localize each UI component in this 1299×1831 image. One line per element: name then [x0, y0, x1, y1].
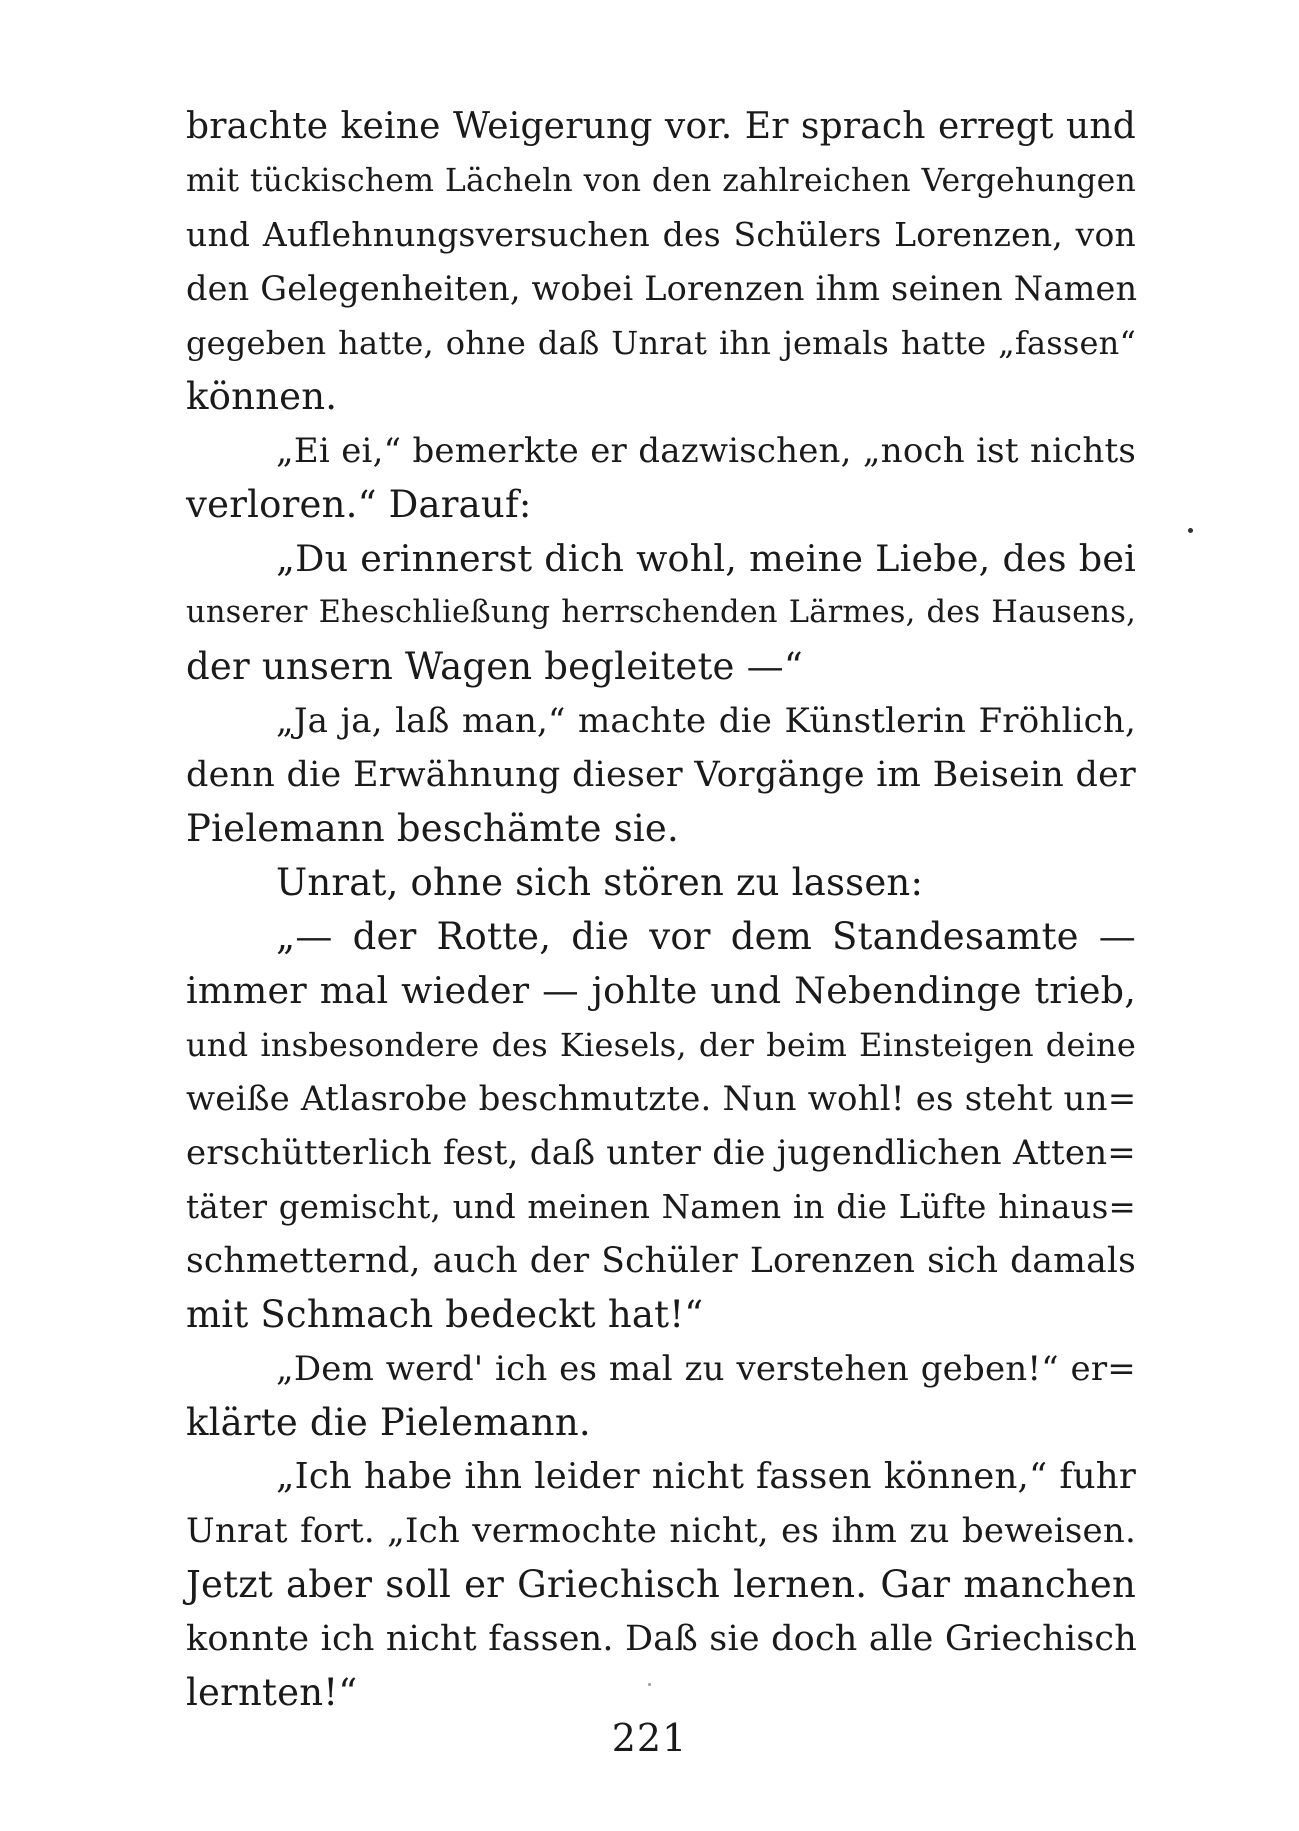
text-line: „Du erinnerst dich wohl, meine Liebe, des bei [276, 537, 1136, 580]
text-line: brachte keine Weigerung vor. Er sprach erregt und [186, 106, 1136, 147]
text-line: klärte die Pielemann. [186, 1401, 591, 1444]
text-line: täter gemischt, und meinen Namen in die Lüfte hinaus= [186, 1188, 1136, 1226]
text-line: erschütterlich fest, daß unter die jugendlichen Atten= [186, 1133, 1136, 1173]
text-line: gegeben hatte, ohne daß Unrat ihn jemals hatte „fassen“ [186, 324, 1136, 362]
text-line: „— der Rotte, die vor dem Standesamte — [276, 915, 1136, 958]
text-line: schmetternd, auch der Schüler Lorenzen sich damals [186, 1241, 1136, 1281]
text-line: „Ei ei,“ bemerkte er dazwischen, „noch ist nichts [276, 431, 1136, 471]
text-line: „Dem werd' ich es mal zu verstehen geben!“ er= [276, 1349, 1136, 1389]
paper-speck [1188, 528, 1193, 533]
text-line: den Gelegenheiten, wobei Lorenzen ihm seinen Namen [186, 269, 1138, 308]
text-line: unserer Eheschließung herrschenden Lärmes, des Hausens, [186, 595, 1136, 630]
page-number: 221 [611, 1716, 688, 1760]
text-line: und Auflehnungsversuchen des Schülers Lorenzen, von [186, 215, 1136, 254]
text-line: mit tückischem Lächeln von den zahlreichen Vergehungen [186, 163, 1136, 199]
text-line: und insbesondere des Kiesels, der beim Einsteigen deine [186, 1026, 1136, 1064]
text-line: konnte ich nicht fassen. Daß sie doch alle Griechisch [186, 1619, 1137, 1659]
text-line: „Ja ja, laß man,“ machte die Künstlerin Fröhlich, [276, 701, 1136, 741]
text-line: „Ich habe ihn leider nicht fassen können,“ fuhr [276, 1456, 1136, 1497]
text-line: Pielemann beschämte sie. [186, 807, 679, 850]
text-line: können. [186, 375, 338, 418]
text-line: Unrat, ohne sich stören zu lassen: [276, 861, 924, 904]
text-line: verloren.“ Darauf: [186, 483, 532, 526]
text-line: weiße Atlasrobe beschmutzte. Nun wohl! es steht un= [186, 1079, 1137, 1119]
text-line: Jetzt aber soll er Griechisch lernen. Gar manchen [186, 1563, 1136, 1606]
text-line: Unrat fort. „Ich vermochte nicht, es ihm zu beweisen. [186, 1511, 1136, 1551]
text-line: mit Schmach bedeckt hat!“ [186, 1293, 704, 1336]
text-line: denn die Erwähnung dieser Vorgänge im Beisein der [186, 755, 1136, 795]
text-line: immer mal wieder — johlte und Nebendinge trieb, [186, 969, 1136, 1012]
page-body [186, 100, 1136, 1720]
paper-speck [648, 1683, 651, 1686]
text-line: der unsern Wagen begleitete —“ [186, 645, 803, 688]
text-line: lernten!“ [186, 1671, 358, 1714]
